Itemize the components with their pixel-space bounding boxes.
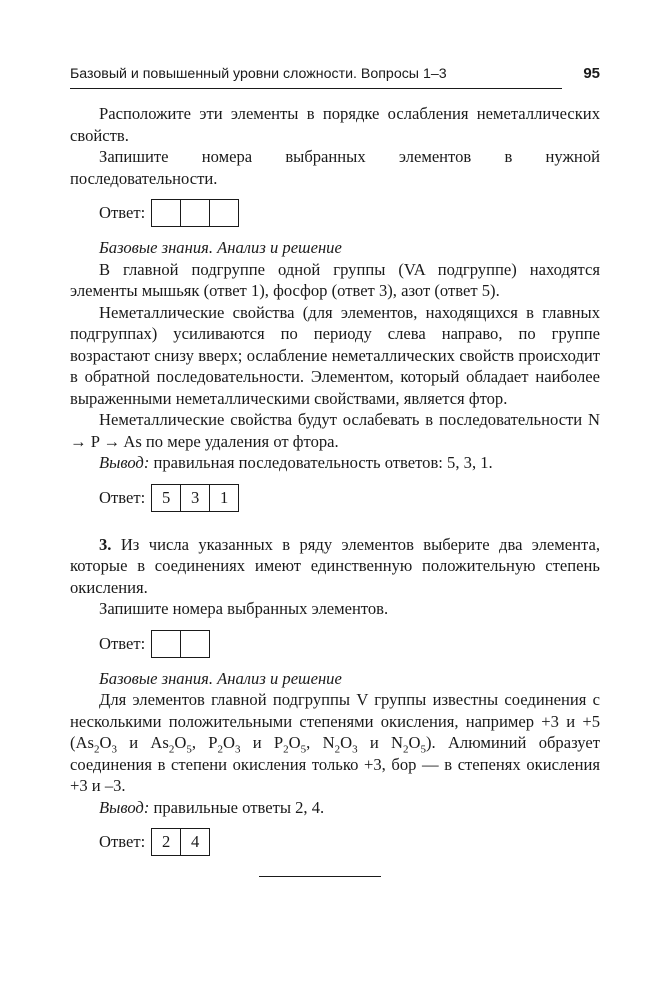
task-3-question	[70, 534, 600, 599]
answer-cell	[181, 200, 210, 226]
task-text: Расположите эти элементы в порядке ослабления неметаллических свойств.	[70, 104, 600, 145]
answer-label: Ответ:	[99, 832, 146, 852]
answer-cells	[151, 630, 210, 658]
answer-cell: 2	[152, 829, 181, 855]
solution-heading: Базовые знания. Анализ и решение	[99, 668, 342, 688]
page	[70, 66, 600, 877]
answer-box-filled	[99, 484, 600, 512]
conclusion-text: правильная последовательность ответов: 5, 3, 1.	[149, 453, 493, 472]
answer-label: Ответ:	[99, 487, 146, 507]
answer-box-empty	[99, 199, 600, 227]
conclusion-text: правильные ответы 2, 4.	[149, 797, 325, 817]
solution-paragraph: Неметаллические свойства будут ослабевать в последовательности N → P → As по мере удаления от фтора.	[70, 410, 600, 451]
answer-cell	[152, 200, 181, 226]
answer-cells	[151, 484, 239, 512]
section-end-rule	[259, 876, 381, 877]
solution-paragraph: Для элементов главной подгруппы V группы известны соединения с несколькими положительными степенями окисления, например +3 и +5 ($As_2O_3$ и $As_2O_5$, $P_2O_3$ и $P_2O_5$, $N_2O_3$ и $N_2O_5$). Алюминий образует соединения в степени окисления только +3, бор — в степенях окисления +3 и –3.	[70, 690, 600, 795]
solution-paragraph: В главной подгруппе одной группы (VA подгруппе) находятся элементы мышьяк (ответ 1), фосфор (ответ 3), азот (ответ 5).	[70, 259, 600, 300]
answer-label: Ответ:	[99, 633, 146, 653]
conclusion	[70, 452, 600, 474]
task-question-text: Из числа указанных в ряду элементов выберите два элемента, которые в соединениях имеют единственную положительную степень окисления.	[70, 534, 600, 597]
task-instruction: Запишите номера выбранных элементов.	[99, 599, 389, 618]
answer-cells	[151, 199, 239, 227]
answer-box-empty	[99, 630, 600, 658]
answer-cell: 3	[181, 485, 210, 511]
answer-cells	[151, 828, 210, 856]
running-header	[70, 65, 600, 89]
conclusion-label: Вывод:	[99, 453, 150, 472]
conclusion-label: Вывод:	[99, 797, 150, 817]
header-title: Базовый и повышенный уровни сложности. Вопросы 1–3	[70, 66, 447, 82]
conclusion	[70, 797, 600, 819]
solution-heading: Базовые знания. Анализ и решение	[99, 238, 342, 257]
answer-cell	[181, 631, 209, 657]
answer-cell: 5	[152, 485, 181, 511]
solution-paragraph: Неметаллические свойства (для элементов, находящихся в главных подгруппах) усиливаются по периоду слева направо, по группе возрастают снизу вверх; ослабление неметаллических свойств происходит в обратной последовательности. Элементом, который обладает наиболее выраженными неметаллическими свойствами, является фтор.	[70, 302, 600, 408]
answer-cell: 4	[191, 832, 200, 852]
page-body	[70, 103, 600, 877]
answer-cell	[210, 200, 238, 226]
task-instruction: Запишите номера выбранных элементов в нужной последовательности.	[70, 147, 600, 188]
task-number: 3.	[99, 534, 112, 554]
page-number: 95	[583, 65, 600, 82]
answer-cell: 1	[220, 487, 229, 507]
answer-label: Ответ:	[99, 203, 146, 223]
answer-box-filled	[99, 828, 600, 856]
answer-cell	[152, 631, 181, 657]
